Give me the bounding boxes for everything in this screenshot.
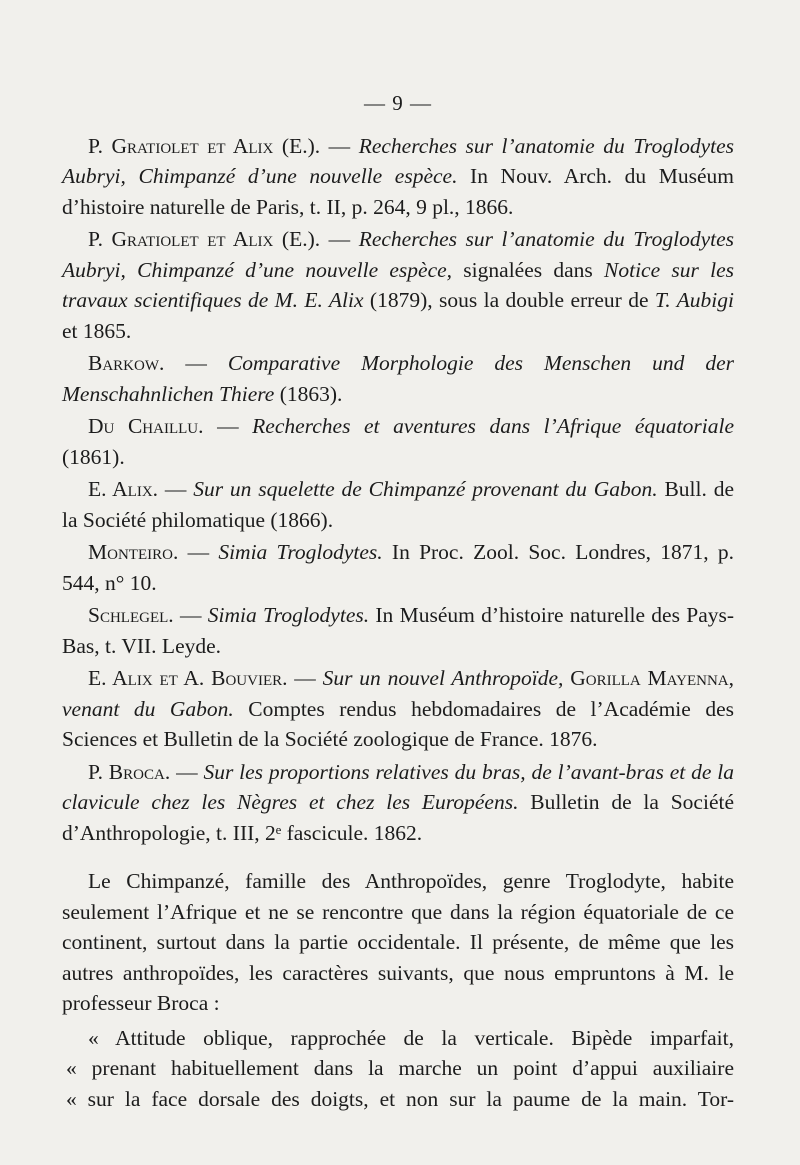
reference-author: Du Chaillu. bbox=[88, 414, 204, 438]
reference-author: P. Gratiolet et Alix (E.). bbox=[88, 133, 321, 158]
reference-title: Comparative Morphologie des Menschen und der Menschahnlichen Thiere bbox=[62, 351, 735, 406]
reference-broca: P. Broca. — Sur les proportions relatives du bras, de l’avant-bras et de la clavicule chez les Nègres et chez les Européens. Bulletin de la Société d’Anthropologie, t. III, 2ᵉ fascicule. 1862. bbox=[62, 759, 735, 845]
reference-title: Recherches sur l’anatomie du Troglodytes Aubryi, Chimpanzé d’une nouvelle espèce, bbox=[62, 227, 734, 282]
reference-author: P. Gratiolet et Alix (E.). bbox=[88, 227, 321, 251]
reference-author: Barkow. bbox=[88, 351, 165, 375]
reference-title: Sur les proportions relatives du bras, de l’avant-bras et de la clavicule chez les Nègres et chez les Européens. bbox=[62, 759, 735, 814]
bibliography bbox=[62, 131, 734, 849]
page-number: — 9 — bbox=[364, 91, 432, 115]
reference-author: P. Broca. bbox=[88, 759, 171, 784]
reference-title: Simia Troglodytes. bbox=[218, 540, 383, 564]
reference-du-chaillu: Du Chaillu. — Recherches et aventures dans l’Afrique équatoriale (1861). bbox=[62, 414, 735, 469]
reference-title: Simia Troglodytes. bbox=[207, 603, 370, 627]
reference-title: Sur un squelette de Chimpanzé provenant du Gabon. bbox=[193, 477, 658, 501]
reference-gratiolet-1: P. Gratiolet et Alix (E.). — Recherches sur l’anatomie du Troglodytes Aubryi, Chimpanzé d’une nouvelle espèce. In Nouv. Arch. du Muséum d’histoire naturelle de Paris, t. II, p. 264, 9 pl., 1866. bbox=[62, 133, 734, 219]
reference-source: In Nouv. Arch. du Muséum d’histoire naturelle de Paris, t. II, p. 264, 9 pl., 1866. bbox=[62, 164, 734, 219]
reference-monteiro: Monteiro. — Simia Troglodytes. In Proc. Zool. Soc. Londres, 1871, p. 544, n° 10. bbox=[62, 540, 735, 595]
reference-title: Sur un nouvel Anthropoïde, bbox=[322, 666, 564, 690]
quote-line: « Attitude oblique, rapprochée de la verticale. Bipède imparfait, bbox=[88, 1025, 734, 1050]
reference-barkow: Barkow. — Comparative Morphologie des Menschen und der Menschahnlichen Thiere (1863). bbox=[62, 351, 735, 406]
reference-alix-bouvier: E. Alix et A. Bouvier. — Sur un nouvel Anthropoïde, Gorilla Mayenna, venant du Gabon. Comptes rendus hebdomadaires de l’Académie des Sciences et Bulletin de la Société zoologique de France. 1876. bbox=[62, 666, 735, 751]
reference-author: Schlegel. bbox=[88, 603, 174, 627]
reference-alix: E. Alix. — Sur un squelette de Chimpanzé provenant du Gabon. Bull. de la Société philomatique (1866). bbox=[62, 477, 735, 532]
quotation bbox=[62, 1023, 734, 1115]
reference-title: Notice sur les travaux scientifiques de M. E. Alix bbox=[62, 257, 734, 312]
quote-line: « sur la face dorsale des doigts, et non sur la paume de la main. Tor- bbox=[66, 1086, 734, 1111]
reference-schlegel: Schlegel. — Simia Troglodytes. In Muséum d’histoire naturelle des Pays-Bas, t. VII. Leyde. bbox=[62, 603, 735, 658]
reference-author: E. Alix et A. Bouvier. bbox=[88, 666, 288, 690]
body-paragraph: Le Chimpanzé, famille des Anthropoïdes, genre Troglodyte, habite seulement l’Afrique et ne se rencontre que dans la région équatoriale de ce continent, surtout dans la partie occidentale. Il présente, de même que les autres anthropoïdes, les caractères suivants, que nous empruntons à M. le professeur Broca : bbox=[62, 869, 734, 1015]
quote-line: « prenant habituellement dans la marche un point d’appui auxiliaire bbox=[66, 1056, 734, 1080]
reference-title: Recherches sur l’anatomie du Troglodytes Aubryi, Chimpanzé d’une nouvelle espèce. bbox=[62, 133, 734, 188]
reference-gratiolet-2: P. Gratiolet et Alix (E.). — Recherches sur l’anatomie du Troglodytes Aubryi, Chimpanzé d’une nouvelle espèce, signalées dans Notice sur les travaux scientifiques de M. E. Alix (1879), sous la double erreur de T. Aubigi et 1865. bbox=[62, 227, 734, 343]
reference-author: Monteiro. bbox=[88, 540, 179, 564]
document-page bbox=[62, 88, 734, 1114]
reference-author: E. Alix. bbox=[88, 477, 159, 501]
reference-title: Recherches et aventures dans l’Afrique équatoriale bbox=[252, 414, 735, 438]
